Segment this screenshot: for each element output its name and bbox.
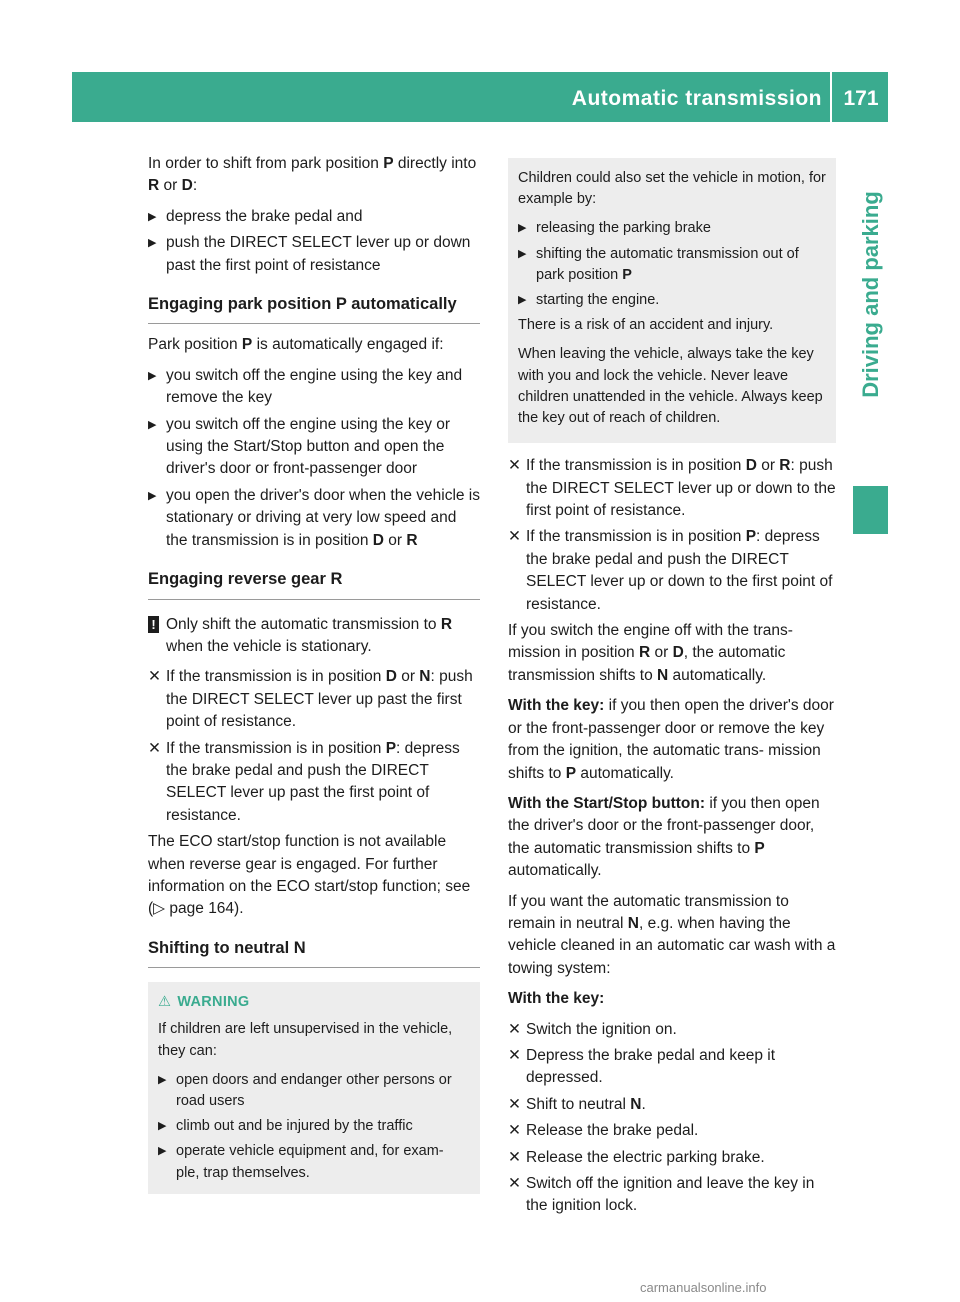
park-paragraph: Park position P is automatically engaged if: (148, 336, 444, 354)
instruction-step: ✕ If the transmission is in position P: depress the brake pedal and push the DIRECT SELECT lever up or down to the first point of resistance. (508, 528, 833, 613)
bullet-icon: ▶ (148, 489, 157, 502)
bullet-icon: ▶ (148, 210, 157, 223)
list-item: ▶ you switch off the engine using the key and remove the key (148, 366, 463, 407)
bullet-icon: ▶ (518, 247, 527, 260)
step-arrow-icon: ✕ (508, 1095, 521, 1113)
instruction-step: ✕ Switch the ignition on. (508, 1019, 836, 1041)
bullet-icon: ▶ (158, 1120, 167, 1133)
step-arrow-icon: ✕ (508, 528, 521, 546)
step-arrow-icon: ✕ (508, 1122, 521, 1140)
start-stop-paragraph: With the Start/Stop button: if you then open the driver's door or the front-passenger door, the automatic transmission shifts to P automatically. (508, 794, 820, 880)
list-item: ▶ starting the engine. (518, 290, 826, 311)
box-risk: There is a risk of an accident and injury. (518, 317, 774, 334)
instruction-step: ✕ Release the brake pedal. (508, 1120, 836, 1142)
step-arrow-icon: ✕ (508, 1020, 521, 1038)
warning-title: ⚠ WARNING (158, 992, 470, 1013)
eco-paragraph: The ECO start/stop function is not available when reverse gear is engaged. For further information on the ECO start/stop function; see (▷ page 164). (148, 833, 471, 918)
step-arrow-icon: ✕ (148, 739, 161, 757)
list-item: ▶ you switch off the engine using the key or using the Start/Stop button and open the driver's door or front-passenger door (148, 415, 451, 478)
instruction-step: ✕ Depress the brake pedal and keep it depressed. (508, 1046, 776, 1087)
neutral-paragraph: If you want the automatic transmission to remain in neutral N, e.g. when having the vehicle cleaned in an automatic car wash with a towing system: (508, 892, 836, 977)
step-arrow-icon: ✕ (508, 1148, 521, 1166)
heading-reverse-gear: Engaging reverse gear R (148, 568, 480, 599)
list-item: ▶ climb out and be injured by the traffic (158, 1116, 470, 1137)
page-title: Automatic transmission (571, 87, 822, 110)
engine-off-paragraph: If you switch the engine off with the trans- mission in position R or D, the automatic transmission shifts to N automatically. (508, 622, 793, 684)
intro-paragraph: In order to shift from park position P directly into R or D: (148, 155, 477, 195)
bullet-icon: ▶ (518, 294, 527, 307)
list-item: ▶ shifting the automatic transmission out of park position P (518, 245, 799, 283)
bullet-icon: ▶ (148, 369, 157, 382)
box-lead: Children could also set the vehicle in motion, for example by: (518, 170, 826, 208)
list-item: ▶ open doors and endanger other persons or road users (158, 1071, 452, 1109)
left-column (148, 153, 480, 1194)
right-column (508, 158, 836, 1222)
step-arrow-icon: ✕ (148, 668, 161, 686)
instruction-step: ✕ Switch off the ignition and leave the key in the ignition lock. (508, 1175, 815, 1215)
list-item: ▶ push the DIRECT SELECT lever up or down past the first point of resistance (148, 234, 471, 274)
step-arrow-icon: ✕ (508, 1175, 521, 1193)
with-key-paragraph: With the key: if you then open the driver's door or the front-passenger door or remove the key from the ignition, the automatic trans- mission shifts to P automatically. (508, 697, 834, 782)
heading-neutral: Shifting to neutral N (148, 937, 480, 968)
warning-continuation-box (508, 158, 836, 443)
with-key-heading: With the key: (508, 990, 605, 1008)
instruction-step: ✕ If the transmission is in position P: depress the brake pedal and push the DIRECT SELECT lever up past the first point of resistance. (148, 739, 460, 824)
bullet-icon: ▶ (158, 1073, 167, 1086)
step-arrow-icon: ✕ (508, 1046, 521, 1064)
warning-box (148, 982, 480, 1194)
header-divider (830, 72, 832, 122)
list-item: ▶ depress the brake pedal and (148, 206, 480, 228)
instruction-step: ✕ If the transmission is in position D or R: push the DIRECT SELECT lever up or down to the first point of resistance. (508, 457, 836, 520)
list-item: ▶ you open the driver's door when the vehicle is stationary or driving at very low speed and the transmission is in position D or R (148, 486, 481, 549)
exclamation-icon: ! (148, 616, 159, 633)
watermark: carmanualsonline.info (640, 1280, 767, 1295)
bullet-icon: ▶ (518, 222, 527, 235)
instruction-step: ✕ If the transmission is in position D or N: push the DIRECT SELECT lever up past the first point of resistance. (148, 668, 473, 731)
list-item: ▶ releasing the parking brake (518, 218, 826, 239)
page-ref-arrow-icon: ▷ (153, 900, 166, 918)
caution-note: ! Only shift the automatic transmission to R when the vehicle is stationary. (148, 614, 480, 659)
warning-lead: If children are left unsupervised in the vehicle, they can: (158, 1021, 453, 1059)
instruction-step: ✕ Release the electric parking brake. (508, 1147, 836, 1169)
section-tab-label: Driving and parking (858, 191, 883, 398)
bullet-icon: ▶ (148, 237, 157, 250)
step-arrow-icon: ✕ (508, 457, 521, 475)
section-tab-marker (853, 486, 888, 534)
bullet-icon: ▶ (148, 418, 157, 431)
box-advice: When leaving the vehicle, always take the key with you and lock the vehicle. Never leave children unattended in the vehicle. Always keep the key out of reach of children. (518, 346, 823, 427)
instruction-step: ✕ Shift to neutral N. (508, 1094, 836, 1116)
heading-park-position: Engaging park position P automatically (148, 293, 480, 324)
warning-triangle-icon: ⚠ (158, 994, 172, 1011)
list-item: ▶ operate vehicle equipment and, for exam- ple, trap themselves. (158, 1143, 444, 1181)
page-number: 171 (843, 87, 879, 110)
bullet-icon: ▶ (158, 1145, 167, 1158)
